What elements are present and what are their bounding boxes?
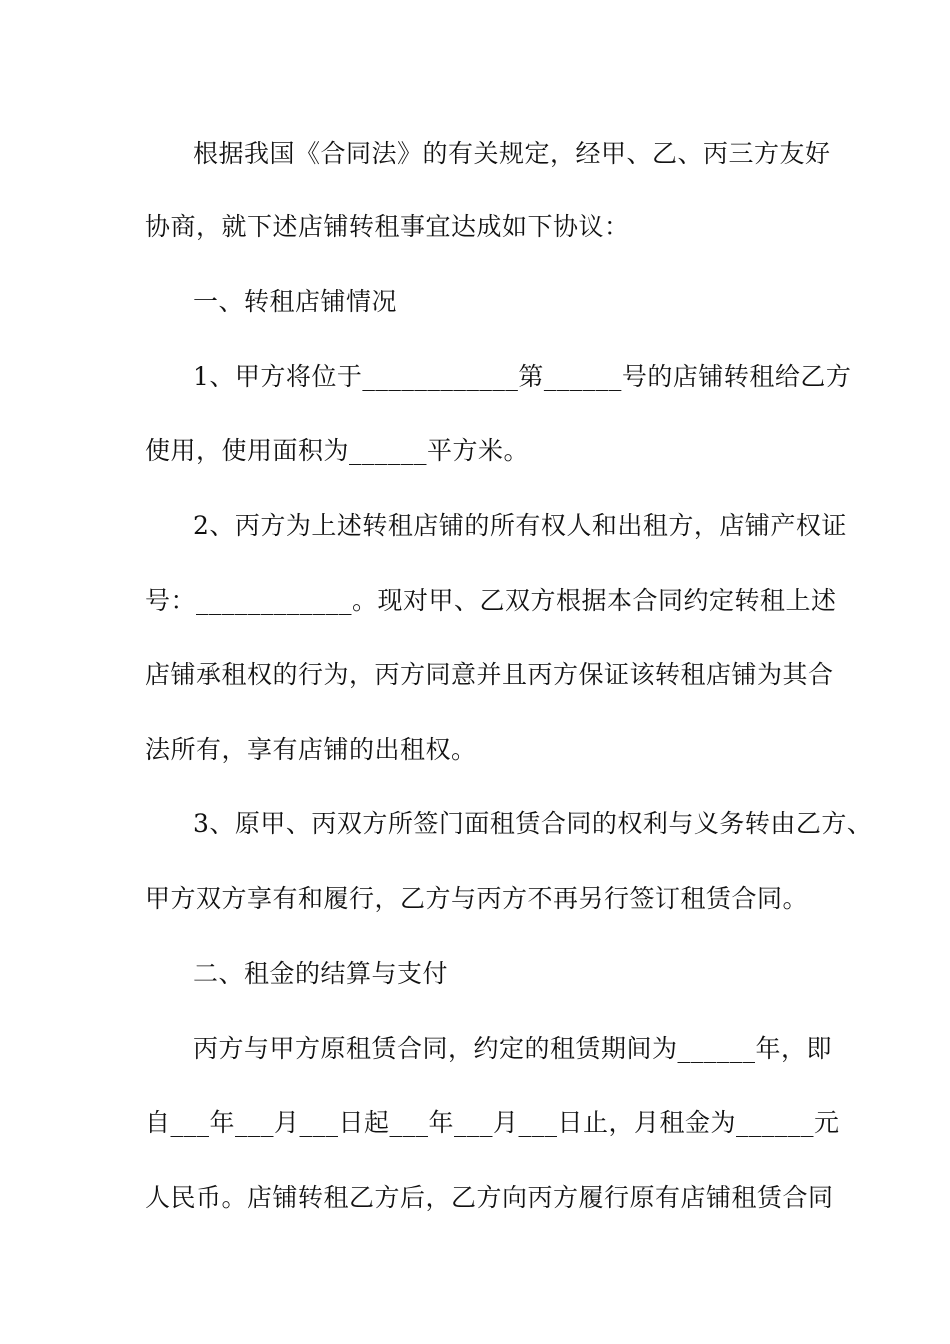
clause-2-line-2: 号：____________。现对甲、乙双方根据本合同约定转租上述 [145,586,837,615]
paragraph-intro-line-1: 根据我国《合同法》的有关规定，经甲、乙、丙三方友好 [193,139,831,168]
clause-1-line-1: 1、甲方将位于____________第______号的店铺转租给乙方 [193,362,852,391]
clause-2-line-3: 店铺承租权的行为，丙方同意并且丙方保证该转租店铺为其合 [145,660,834,689]
clause-2-line-4: 法所有，享有店铺的出租权。 [145,735,477,764]
section-heading-2: 二、租金的结算与支付 [193,959,449,988]
rent-paragraph-line-1: 丙方与甲方原租赁合同，约定的租赁期间为______年，即 [193,1034,833,1063]
clause-1-line-2: 使用，使用面积为______平方米。 [145,436,530,465]
paragraph-intro-line-2: 协商，就下述店铺转租事宜达成如下协议： [145,212,630,241]
clause-3-line-1: 3、原甲、丙双方所签门面租赁合同的权利与义务转由乙方、 [193,809,873,838]
clause-3-line-2: 甲方双方享有和履行，乙方与丙方不再另行签订租赁合同。 [145,884,809,913]
section-heading-1: 一、转租店铺情况 [193,287,398,316]
rent-paragraph-line-2: 自___年___月___日起___年___月___日止，月租金为______元 [145,1108,840,1137]
clause-2-line-1: 2、丙方为上述转租店铺的所有权人和出租方，店铺产权证 [193,511,847,540]
rent-paragraph-line-3: 人民币。店铺转租乙方后，乙方向丙方履行原有店铺租赁合同 [145,1183,834,1212]
